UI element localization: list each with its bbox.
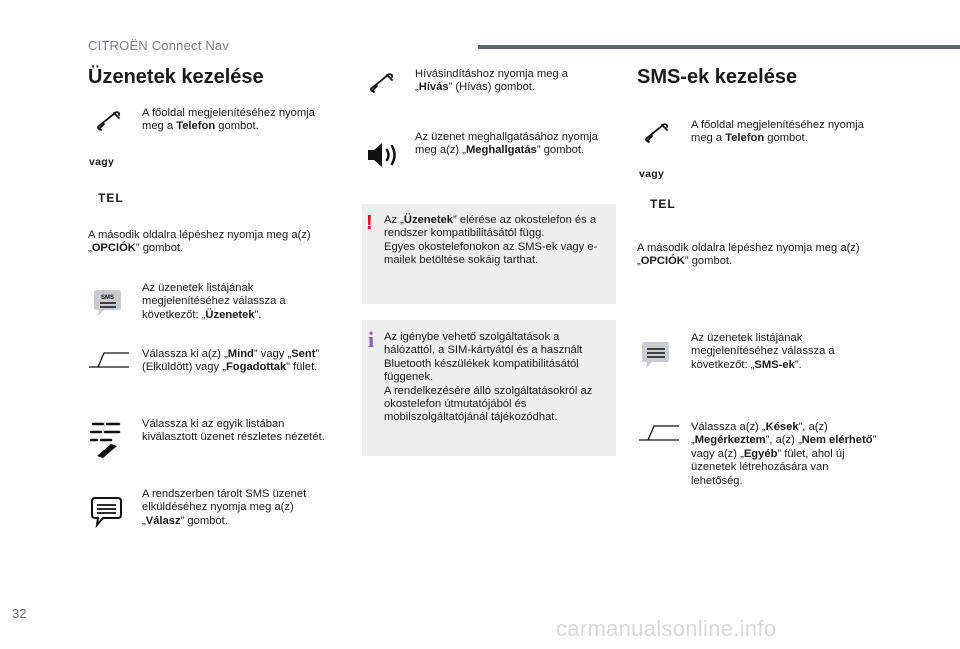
tab-icon [88, 351, 130, 374]
step-phone-text: A főoldal megjelenítéséhez nyomja meg a Telefon gombot. [142, 107, 315, 133]
warning-icon: ! [366, 212, 373, 234]
header-title: CITROËN Connect Nav [88, 38, 230, 53]
tel-label: TEL [650, 197, 676, 211]
sms-icon-label: SMS [101, 295, 115, 301]
info-text: Az igénybe vehető szolgáltatások a hálózattól, a SIM-kártyától és a használt Bluetooth készülékek kompatibilitásától függenek. A rendelkezésére álló szolgáltatásokról az okostelefon útmutatójából és mobilszolgáltatójánál tájékozódhat. [384, 331, 593, 424]
reply-icon [90, 497, 124, 532]
call-icon [368, 72, 396, 99]
speaker-icon [366, 140, 402, 175]
header-bar [478, 45, 960, 49]
sms-list-text: Az üzenetek listájának megjelenítéséhez válassza a következőt: „SMS-ek”. [691, 332, 835, 371]
info-icon: i [368, 327, 375, 352]
message-detail-icon [89, 420, 123, 465]
watermark: carmanualsonline.info [556, 616, 777, 641]
section-title-messages: Üzenetek kezelése [88, 66, 264, 88]
select-text: Válassza ki az egyik listában kiválasztott üzenet részletes nézetét. [142, 418, 325, 444]
section-title-sms: SMS-ek kezelése [637, 66, 798, 88]
tab-icon [638, 424, 680, 447]
sms-icon [92, 289, 124, 322]
phone-icon [643, 122, 671, 149]
sms-tabs-text: Válassza a(z) „Kések”, a(z) „Megérkeztem”, a(z) „Nem elérhető” vagy a(z) „Egyéb” fület, ahol új üzenetek létrehozására van lehetőség. [691, 421, 877, 487]
warning-text: Az „Üzenetek” elérése az okostelefon és a rendszer kompatibilitásától függ. Egyes okostelefonokon az SMS-ek vagy e-mailek betöltése sokáig tarthat. [384, 214, 598, 267]
sms-list-icon [640, 341, 672, 374]
page-number: 32 [12, 606, 27, 621]
options-text: A második oldalra lépéshez nyomja meg a(z) „OPCIÓK” gombot. [88, 229, 311, 255]
sms-step-phone-text: A főoldal megjelenítéséhez nyomja meg a Telefon gombot. [691, 119, 864, 145]
sms-options-text: A második oldalra lépéshez nyomja meg a(z) „OPCIÓK” gombot. [637, 242, 860, 268]
tel-label: TEL [98, 191, 124, 205]
reply-text: A rendszerben tárolt SMS üzenet elküldéséhez nyomja meg a(z) „Válasz” gombot. [142, 488, 307, 527]
or-label: vagy [89, 156, 115, 168]
list-text: Az üzenetek listájának megjelenítéséhez válassza a következőt: „Üzenetek”. [142, 282, 286, 321]
listen-text: Az üzenet meghallgatásához nyomja meg a(z) „Meghallgatás” gombot. [415, 131, 598, 157]
tabs-text: Válassza ki a(z) „Mind” vagy „Sent” (Elküldött) vagy „Fogadottak” fület. [142, 348, 320, 374]
call-text: Hívásindításhoz nyomja meg a „Hívás” (Hívás) gombot. [415, 68, 568, 94]
phone-icon [95, 110, 123, 137]
or-label: vagy [639, 168, 665, 180]
